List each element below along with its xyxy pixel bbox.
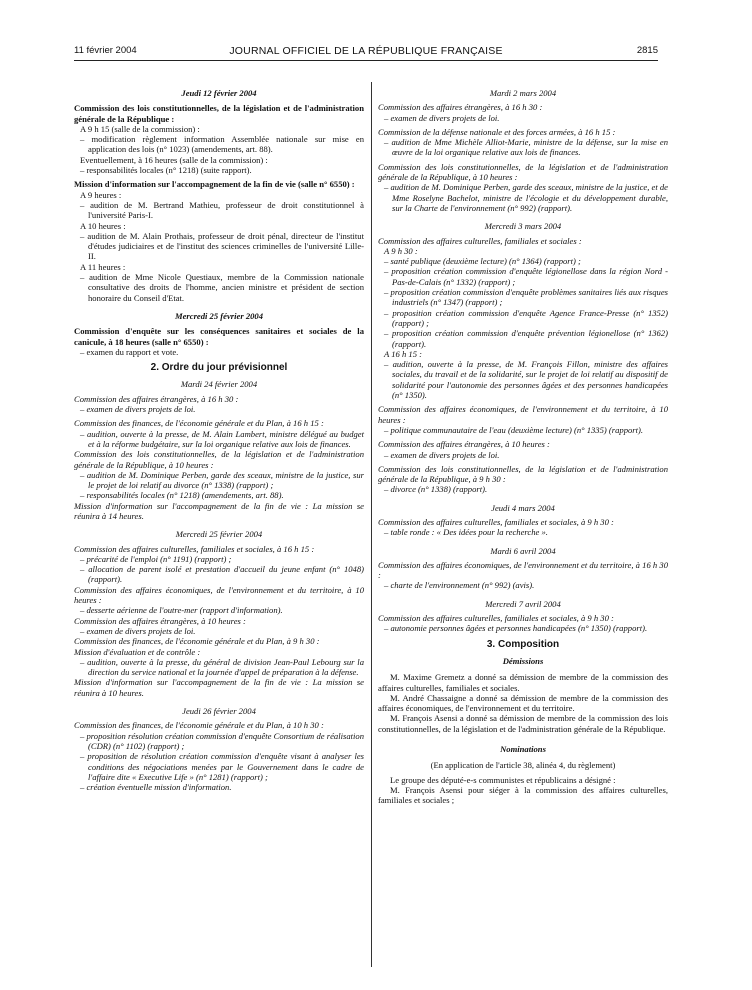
agenda-item: – précarité de l'emploi (n° 1191) (rapport) ;: [80, 553, 232, 564]
agenda-item: – proposition résolution création commission d'enquête Consortium de réalisation (CDR) (n° 1102) (rapport) ;: [80, 730, 364, 751]
body-paragraph: (En application de l'article 38, alinéa 4, du règlement): [430, 760, 616, 771]
agenda-item: – modification règlement information Assemblée nationale sur mise en application des lois (n° 1023) (amendements, art. 88).: [80, 134, 364, 155]
agenda-item: – création éventuelle mission d'information.: [80, 782, 232, 793]
agenda-item: – examen de divers projets de loi.: [384, 112, 500, 123]
time-line: A 16 h 15 :: [384, 348, 423, 359]
agenda-item: – charte de l'environnement (n° 992) (avis).: [384, 580, 535, 591]
agenda-item: – audition de M. Bertrand Mathieu, professeur de droit constitutionnel à l'université Paris-I.: [80, 199, 364, 221]
subsection-heading: Démissions: [502, 655, 544, 666]
agenda-item: – audition de M. Alain Prothais, professeur de droit pénal, directeur de l'institut d'études judiciaires et de l'institut des sciences criminelles de l'université Lille-II.: [80, 230, 364, 262]
header-date: 11 février 2004: [74, 45, 137, 56]
agenda-item: – responsabilités locales (n° 1218) (suite rapport).: [80, 165, 252, 176]
time-line: A 9 heures :: [80, 189, 122, 200]
agenda-item: – responsabilités locales (n° 1218) (amendements, art. 88).: [80, 490, 284, 501]
column-separator: [371, 82, 372, 967]
committee-heading: Commission des lois constitutionnelles, de la législation et de l'administration générale de la République :: [74, 103, 364, 124]
day-heading: Mardi 6 avril 2004: [490, 545, 556, 556]
body-paragraph: M. François Asensi a donné sa démission de membre de la commission des lois constitutionnelles, de la législation et de l'administration générale de la République.: [378, 713, 668, 734]
page-number: 2815: [636, 45, 658, 56]
agenda-item: – divorce (n° 1338) (rapport).: [384, 484, 488, 495]
committee-heading: Commission des lois constitutionnelles, de la législation et de l'administration générale de la République, à 10 heures :: [74, 449, 364, 470]
subsection-heading: Nominations: [500, 744, 546, 755]
section-heading: 2. Ordre du jour prévisionnel: [150, 362, 288, 374]
agenda-item: – audition, ouverte à la presse, du général de division Jean-Paul Lebourg sur la direction du service national et la journée d'appel de préparation à la défense.: [80, 656, 364, 678]
committee-heading: Commission des affaires étrangères, à 10 heures :: [74, 615, 246, 626]
agenda-item: – desserte aérienne de l'outre-mer (rapport d'information).: [80, 605, 283, 616]
agenda-item: – examen du rapport et vote.: [80, 346, 179, 357]
committee-heading: Commission d'enquête sur les conséquences sanitaires et sociales de la canicule, à 18 heures (salle n° 6550) :: [74, 326, 364, 347]
committee-heading: Mission d'information sur l'accompagnement de la fin de vie : La mission se réunira à 14 heures.: [74, 500, 364, 521]
committee-heading: Commission des affaires culturelles, familiales et sociales, à 9 h 30 :: [378, 613, 614, 624]
agenda-item: – audition de Mme Michèle Alliot-Marie, ministre de la défense, sur la mise en œuvre de la loi organique relative aux lois de finances.: [384, 137, 668, 158]
agenda-item: – table ronde : « Des idées pour la recherche ».: [384, 527, 548, 538]
agenda-item: – proposition création commission d'enquête problèmes sanitaires liés aux risques industriels (n° 1347) (rapport) ;: [384, 287, 668, 308]
page-header: [74, 45, 658, 61]
agenda-item: – audition de Mme Nicole Questiaux, membre de la Commission nationale consultative des droits de l'homme, ancien ministre et président de section honoraire du Conseil d'Etat.: [80, 272, 364, 303]
sub-heading: Mission d'évaluation et de contrôle :: [74, 646, 201, 657]
committee-heading: Commission des affaires économiques, de l'environnement et du territoire, à 16 h 30 :: [378, 559, 668, 581]
time-line: A 11 heures :: [80, 261, 126, 272]
committee-heading: Commission des finances, de l'économie générale et du Plan, à 10 h 30 :: [74, 720, 324, 731]
agenda-item: – examen de divers projets de loi.: [384, 449, 500, 460]
day-heading: Jeudi 26 février 2004: [182, 706, 256, 717]
committee-heading: Commission des affaires économiques, de l'environnement et du territoire, à 10 heures :: [378, 404, 668, 425]
section-heading: 3. Composition: [486, 638, 560, 650]
body-paragraph: Le groupe des député-e-s communistes et républicains a désigné :: [390, 774, 616, 785]
day-heading: Jeudi 12 février 2004: [181, 88, 257, 98]
day-heading: Jeudi 4 mars 2004: [491, 502, 555, 513]
committee-heading: Commission des affaires culturelles, familiales et sociales :: [378, 235, 582, 246]
agenda-item: – politique communautaire de l'eau (deuxième lecture) (n° 1335) (rapport).: [384, 424, 644, 435]
committee-heading: Mission d'information sur l'accompagnement de la fin de vie (salle n° 6550) :: [74, 179, 355, 190]
agenda-item: – proposition création commission d'enquête légionellose dans la région Nord - Pas-de-Calais (n° 1332) (rapport) ;: [384, 266, 668, 287]
committee-heading: Commission des affaires étrangères, à 16 h 30 :: [74, 393, 239, 404]
agenda-item: – santé publique (deuxième lecture) (n° 1364) (rapport) ;: [384, 256, 581, 267]
right-column: [378, 88, 668, 806]
agenda-item: – allocation de parent isolé et prestation d'accueil du jeune enfant (n° 1048) (rapport).: [80, 564, 364, 585]
committee-heading: Commission des affaires culturelles, familiales et sociales, à 16 h 15 :: [74, 543, 315, 554]
header-rule: [74, 60, 658, 61]
committee-heading: Mission d'information sur l'accompagnement de la fin de vie : La mission se réunira à 10 heures.: [74, 677, 364, 698]
day-heading: Mercredi 3 mars 2004: [484, 221, 562, 232]
committee-heading: Commission des finances, de l'économie générale et du Plan, à 16 h 15 :: [74, 418, 324, 429]
agenda-item: – autonomie personnes âgées et personnes handicapées (n° 1350) (rapport).: [384, 623, 648, 634]
body-paragraph: M. André Chassaigne a donné sa démission de membre de la commission des affaires économiques, de l'environnement et du territoire.: [378, 692, 668, 714]
committee-heading: Commission des finances, de l'économie générale et du Plan, à 9 h 30 :: [74, 636, 320, 647]
committee-heading: Commission de la défense nationale et des forces armées, à 16 h 15 :: [378, 126, 616, 137]
agenda-item: – proposition création commission d'enquête Agence France-Presse (n° 1352) (rapport) ;: [384, 307, 668, 328]
day-heading: Mercredi 25 février 2004: [175, 529, 263, 540]
day-heading: Mercredi 25 février 2004: [174, 310, 264, 321]
committee-heading: Commission des affaires économiques, de l'environnement et du territoire, à 10 heures :: [74, 584, 364, 606]
committee-heading: Commission des lois constitutionnelles, de la législation et de l'administration générale de la République, à 10 heures :: [378, 161, 668, 183]
body-paragraph: M. François Asensi pour siéger à la commission des affaires culturelles, familiales et sociales ;: [378, 784, 668, 806]
day-heading: Mardi 2 mars 2004: [489, 88, 557, 98]
body-paragraph: M. Maxime Gremetz a donné sa démission de membre de la commission des affaires culturelles, familiales et sociales.: [378, 672, 668, 693]
time-line: Eventuellement, à 16 heures (salle de la commission) :: [80, 154, 268, 165]
agenda-item: – examen de divers projets de loi.: [80, 625, 196, 636]
left-column: [74, 88, 364, 792]
time-line: A 10 heures :: [80, 220, 126, 231]
agenda-item: – audition de M. Dominique Perben, garde des sceaux, ministre de la justice, sur le projet de loi relatif au divorce (n° 1338) (rapport) ;: [80, 469, 364, 491]
committee-heading: Commission des lois constitutionnelles, de la législation et de l'administration générale de la République, à 9 h 30 :: [378, 463, 668, 485]
day-heading: Mardi 24 février 2004: [180, 379, 258, 390]
agenda-item: – audition de M. Dominique Perben, garde des sceaux, ministre de la justice, et de Mme Roselyne Bachelot, ministre de l'écologie et du développement durable, sur la Charte de l'environnement (n° 992) (rapport).: [384, 182, 668, 213]
time-line: A 9 h 30 :: [384, 245, 418, 256]
committee-heading: Commission des affaires étrangères, à 10 heures :: [378, 439, 550, 450]
time-line: A 9 h 15 (salle de la commission) :: [80, 123, 200, 134]
agenda-item: – audition, ouverte à la presse, de M. Alain Lambert, ministre délégué au budget et à la réforme budgétaire, sur la loi organique relative aux lois de finances.: [80, 428, 364, 449]
committee-heading: Commission des affaires étrangères, à 16 h 30 :: [378, 102, 543, 113]
agenda-item: – examen de divers projets de loi.: [80, 404, 196, 415]
journal-title: JOURNAL OFFICIEL DE LA RÉPUBLIQUE FRANÇAISE: [229, 45, 503, 57]
committee-heading: Commission des affaires culturelles, familiales et sociales, à 9 h 30 :: [378, 516, 614, 527]
day-heading: Mercredi 7 avril 2004: [485, 598, 561, 609]
agenda-item: – proposition création commission d'enquête prévention légionellose (n° 1362) (rapport).: [384, 328, 668, 349]
agenda-item: – proposition de résolution création commission d'enquête visant à analyser les conditions des négociations menées par le Gouvernement dans le cadre de l'affaire dite « Executive Life » (n° 1281) (rapport) ;: [80, 751, 364, 782]
agenda-item: – audition, ouverte à la presse, de M. François Fillon, ministre des affaires sociales, du travail et de la solidarité, sur le projet de loi relatif au dispositif de solidarité pour l'autonomie des personnes âgées et des personnes handicapées (n° 1350).: [384, 359, 668, 401]
